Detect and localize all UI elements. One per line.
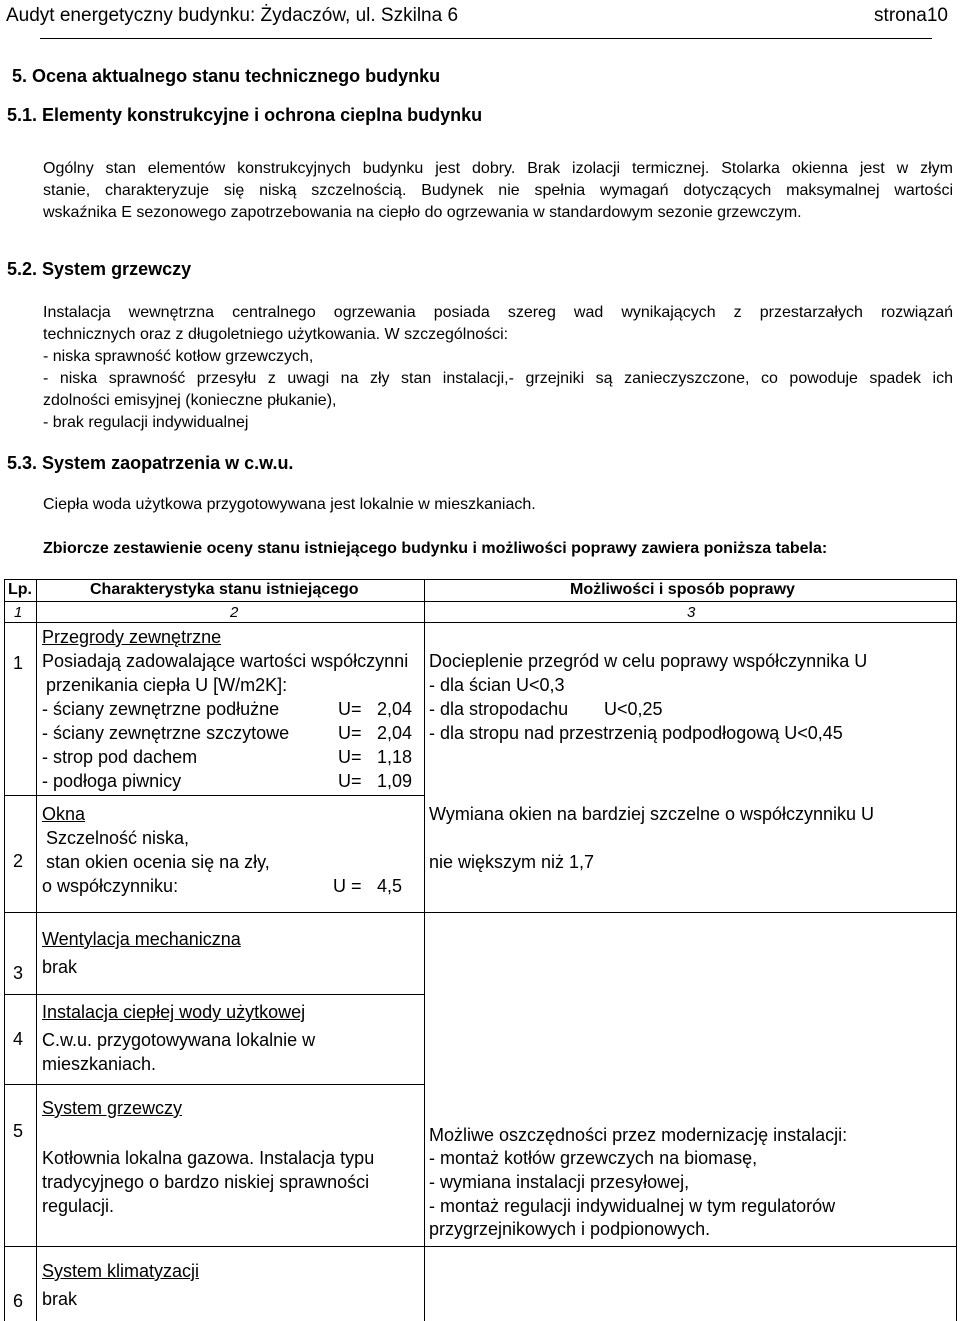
paragraph-line: technicznych oraz z długoletniego użytkowania. W szczególności: (43, 326, 509, 343)
improvement-text: - wymiana instalacji przesyłowej, (429, 1172, 690, 1192)
list-item-continuation: zdolności emisyjnej (konieczne płukanie), (43, 392, 337, 409)
row-title: Przegrody zewnętrzne (42, 627, 222, 647)
column-header-state: Charakterystyka stanu istniejącego (90, 581, 359, 598)
paragraph-line: Ogólny stan elementów konstrukcyjnych budynku jest dobry. Brak izolacji termicznej. Stolarka okienna jest w złym (43, 160, 953, 177)
table-header-divider (4, 601, 957, 602)
row-number: 2 (13, 851, 24, 871)
table-border-top (4, 579, 957, 580)
row-divider (4, 795, 424, 796)
u-value: 1,18 (377, 747, 413, 767)
row-text: regulacji. (42, 1196, 115, 1216)
table-colnum-divider (4, 622, 957, 623)
u-value-label: - strop pod dachem (42, 747, 198, 767)
section-5-heading: 5. Ocena aktualnego stanu technicznego budynku (12, 66, 441, 86)
column-number: 2 (230, 604, 239, 621)
paragraph-line: wskaźnika E sezonowego zapotrzebowania na ciepło do ogrzewania w standardowym sezonie grzewczym. (43, 204, 802, 221)
u-value-label: - ściany zewnętrzne szczytowe (42, 723, 290, 743)
list-item: - niska sprawność kotłow grzewczych, (43, 348, 314, 365)
row-text: Szczelność niska, (46, 828, 190, 848)
improvement-text: - dla stropodachu (429, 699, 569, 719)
section-5-1-paragraph (43, 158, 953, 224)
improvement-text: Wymiana okien na bardziej szczelne o współczynniku U (429, 804, 875, 824)
improvement-text: - montaż kotłów grzewczych na biomasę, (429, 1148, 758, 1168)
improvement-text: Możliwe oszczędności przez modernizację instalacji: (429, 1125, 848, 1145)
improvement-value: U<0,25 (604, 699, 663, 719)
section-5-1-heading: 5.1. Elementy konstrukcyjne i ochrona cieplna budynku (7, 105, 483, 125)
improvement-text: - dla stropu nad przestrzenią podpodłogową U<0,45 (429, 723, 843, 743)
improvement-text: - montaż regulacji indywidualnej w tym regulatorów (429, 1196, 836, 1216)
row-text: przenikania ciepła U [W/m2K]: (46, 675, 288, 695)
u-value-symbol: U= (338, 747, 362, 767)
document-header-title: Audyt energetyczny budynku: Żydaczów, ul. Szkilna 6 (6, 5, 459, 26)
assessment-table (4, 579, 957, 1321)
col-divider (424, 579, 425, 1321)
row-number: 3 (13, 963, 24, 983)
u-value-label: - ściany zewnętrzne podłużne (42, 699, 280, 719)
row-number: 5 (13, 1121, 24, 1141)
row-divider (4, 994, 424, 995)
column-header-improvement: Możliwości i sposób poprawy (570, 581, 795, 598)
row-number: 1 (13, 653, 24, 673)
row-text: tradycyjnego o bardzo niskiej sprawności (42, 1172, 370, 1192)
u-value-symbol: U= (338, 699, 362, 719)
row-title: Instalacja ciepłej wody użytkowej (42, 1002, 306, 1022)
row-text: C.w.u. przygotowywana lokalnie w (42, 1030, 316, 1050)
paragraph-line: stanie, charakteryzuje się niską szczelnością. Budynek nie spełnia wymagań dotyczących maksymalnej wartości (43, 182, 953, 199)
u-value: 4,5 (377, 876, 403, 896)
improvement-text: - dla ścian U<0,3 (429, 675, 565, 695)
row-divider (4, 912, 957, 913)
improvement-text: przygrzejnikowych i podpionowych. (429, 1219, 711, 1239)
list-item: - niska sprawność przesyłu z uwagi na zły stan instalacji,- grzejniki są zanieczyszczone, co powoduje spadek ich (43, 370, 953, 387)
row-title: System grzewczy (42, 1098, 183, 1118)
u-value-symbol: U= (338, 771, 362, 791)
u-value: 2,04 (377, 723, 413, 743)
row-title: Wentylacja mechaniczna (42, 929, 241, 949)
section-5-2-paragraph (43, 302, 953, 434)
row-text: Posiadają zadowalające wartości współczynni (42, 651, 409, 671)
row-text: o współczynniku: (42, 876, 179, 896)
row-divider (4, 1084, 424, 1085)
u-value: 1,09 (377, 771, 413, 791)
row-divider (4, 1246, 957, 1247)
row-text: mieszkaniach. (42, 1054, 157, 1074)
row-number: 4 (13, 1029, 24, 1049)
section-5-2-heading: 5.2. System grzewczy (7, 259, 192, 279)
u-value: 2,04 (377, 699, 413, 719)
table-border-left (4, 579, 5, 1321)
section-5-3-heading: 5.3. System zaopatrzenia w c.w.u. (7, 453, 294, 473)
u-value-label: - podłoga piwnicy (42, 771, 182, 791)
header-divider (40, 38, 932, 39)
column-number: 3 (687, 604, 696, 621)
improvement-text: nie większym niż 1,7 (429, 852, 595, 872)
col-divider (36, 579, 37, 1321)
row-number: 6 (13, 1291, 24, 1311)
column-number: 1 (14, 604, 23, 621)
table-intro: Zbiorcze zestawienie oceny stanu istniejącego budynku i możliwości poprawy zawiera poniższa tabela: (43, 540, 828, 557)
section-5-3-text: Ciepła woda użytkowa przygotowywana jest lokalnie w mieszkaniach. (43, 496, 536, 513)
list-item: - brak regulacji indywidualnej (43, 414, 249, 431)
page-number: strona10 (874, 5, 948, 26)
improvement-text: Docieplenie przegród w celu poprawy współczynnika U (429, 651, 868, 671)
u-value-symbol: U = (333, 876, 362, 896)
row-text: brak (42, 1289, 78, 1309)
row-title: System klimatyzacji (42, 1261, 200, 1281)
u-value-symbol: U= (338, 723, 362, 743)
row-text: Kotłownia lokalna gazowa. Instalacja typu (42, 1148, 375, 1168)
paragraph-line: Instalacja wewnętrzna centralnego ogrzewania posiada szereg wad wynikających z przestarzałych rozwiązań (43, 304, 953, 321)
row-text: stan okien ocenia się na zły, (46, 852, 270, 872)
row-text: brak (42, 957, 78, 977)
column-header-lp: Lp. (8, 581, 32, 598)
row-title: Okna (42, 804, 86, 824)
table-border-right (956, 579, 957, 1321)
